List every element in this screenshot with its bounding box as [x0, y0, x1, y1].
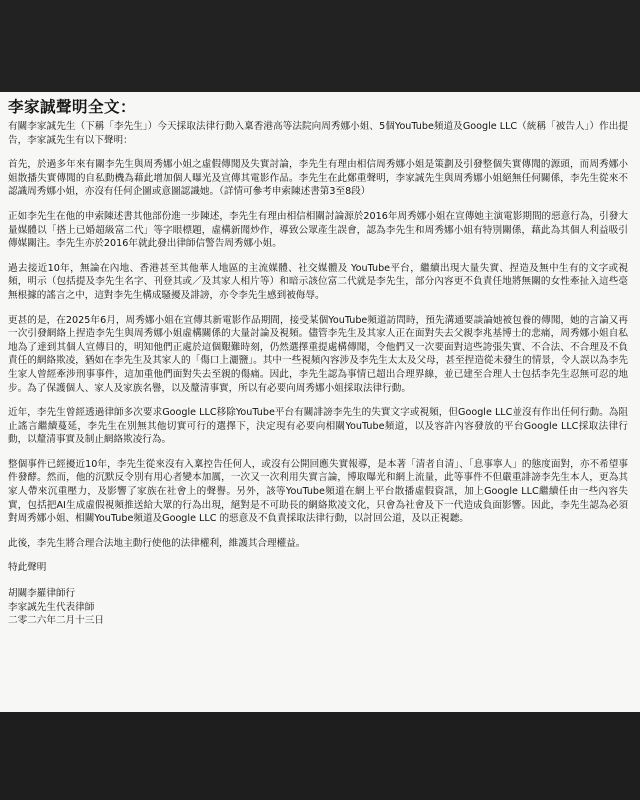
- paragraph-3: 過去接近10年，無論在內地、香港甚至其他華人地區的主流媒體、社交媒體及 YouTube平台，繼續出現大量失實、捏造及無中生有的文字或視頻，明示（包括提及李先生名字、刊登其或／及其家人相片等）和暗示該位富二代就是李先生，部分內容更不負責任地將無關的女性牽扯入這些毫無根據的謠言之中，這對李先生構成騷擾及誹謗，亦令李先生感到被侮辱。: [8, 262, 628, 301]
- signature-date: 二零二六年二月十三日: [8, 615, 104, 627]
- paragraph-2: 正如李先生在他的申索陳述書其他部份進一步陳述，李先生有理由相信相關討論源於2016年周秀娜小姐在宣傳她主演電影期間的惡意行為，引發大量媒體以「搭上已婚超級富二代」等字眼標題，虛構新聞炒作，導致公眾產生誤會，認為李先生和周秀娜小姐有特別關係，藉此為其個人利益吸引傳媒關注。李先生亦於2016年就此發出律師信警告周秀娜小姐。: [8, 210, 628, 250]
- paragraph-1: 首先，於過多年來有關李先生與周秀娜小姐之虛假傳聞及失實討論，李先生有理由相信周秀娜小姐是策劃及引發整個失實傳聞的源頭，而周秀娜小姐散播失實傳聞的自私動機為藉此增加個人曝光及宣傳其電影作品。李先生在此鄭重聲明，李家誠先生與周秀娜小姐絕無任何關係，李先生從來不認識周秀娜小姐，亦沒有任何企圖或意圖認識她。（詳情可參考申索陳述書第3至8段）: [8, 159, 628, 198]
- paragraph-7: 此後，李先生將合理合法地主動行使他的法律權利，維護其合理權益。: [8, 537, 306, 549]
- document-title: 李家誠聲明全文：: [8, 98, 137, 116]
- paragraph-6: 整個事件已經擾近10年，李先生從來沒有入稟控告任何人，或沒有公開回應失實報導，是本著「清者自清」、「息事寧人」的態度面對，亦不希望事件發酵。然而，他的沉默反令別有用心者變本加厲，一次又一次利用失實言論，博取曝光和網上流量，此等事件不但嚴重誹謗李先生本人，更為其家人帶來沉重壓力，及影響了家族在社會上的聲譽。另外，該等YouTube頻道在網上平台散播虛假資訊，加上Google LLC繼續任由一些內容失實，包括把AI生成虛假視頻推送給大眾的行為出現，絕對是不可助長的網絡欺凌文化，只會為社會及下一代造成負面影響。因此，李先生認為必須對周秀娜小姐、相關YouTube頻道及Google LLC 的惡意及不負責採取法律行動，以討回公道，及以正視聽。: [8, 458, 628, 525]
- signature-role: 李家誠先生代表律師: [8, 601, 95, 613]
- bottom-dark-border: [0, 712, 640, 800]
- statement-document: [0, 92, 640, 712]
- top-dark-border: [0, 0, 640, 92]
- paragraph-4: 更甚的是，在2025年6月，周秀娜小姐在宣傳其新電影作品期間，接受某個YouTube頻道訪問時，預先溝通要談論她被包養的傳聞，她的言論又再一次引發網絡上捏造李先生與周秀娜小姐虛構關係的大量討論及視頻。儘管李先生及其家人正在面對失去父親李兆基博士的悲痛，周秀娜小姐自私地為了達到其個人宣傳目的，明知他們正處於這個艱難時刻，仍然選擇重提處構傳聞，令他們又一次要面對這些誇張失實、不合法、不合理及不負責任的網絡欺凌，猶如在李先生及其家人的「傷口上灑鹽」。其中一些視頻內容涉及李先生太太及父母，甚至捏造從未發生的情景，令人誤以為李先生家人曾經牽涉刑事事件，這加重他們面對失去至親的傷痛。因此，李先生認為事情已超出合理界線，並已建至合理人士包括李先生忍無可忍的地步。為了保護個人、家人及家族名譽，以及釐清事實，所以有必要向周秀娜小姐採取法律行動。: [8, 314, 628, 394]
- signature-firm: 胡關李羅律師行: [8, 588, 76, 600]
- closing-statement: 特此聲明: [8, 562, 47, 574]
- signature-block: [8, 587, 628, 628]
- paragraph-intro: 有關李家誠先生（下稱「李先生」）今天採取法律行動入稟香港高等法院向周秀娜小姐、5個YouTube頻道及Google LLC（統稱「被告人」）作出提告，李家誠先生有以下聲明：: [8, 121, 628, 146]
- paragraph-5: 近年，李先生曾經透過律師多次要求Google LLC移除YouTube平台有關誹謗李先生的失實文字或視頻，但Google LLC並沒有作出任何行動。為阻止謠言繼續蔓延，李先生在別無其他切實可行的選擇下，決定現有必要向相關YouTube頻道，以及容許內容發放的平台Google LLC採取法律行動，以釐清事實及制止網絡欺凌行為。: [8, 407, 628, 446]
